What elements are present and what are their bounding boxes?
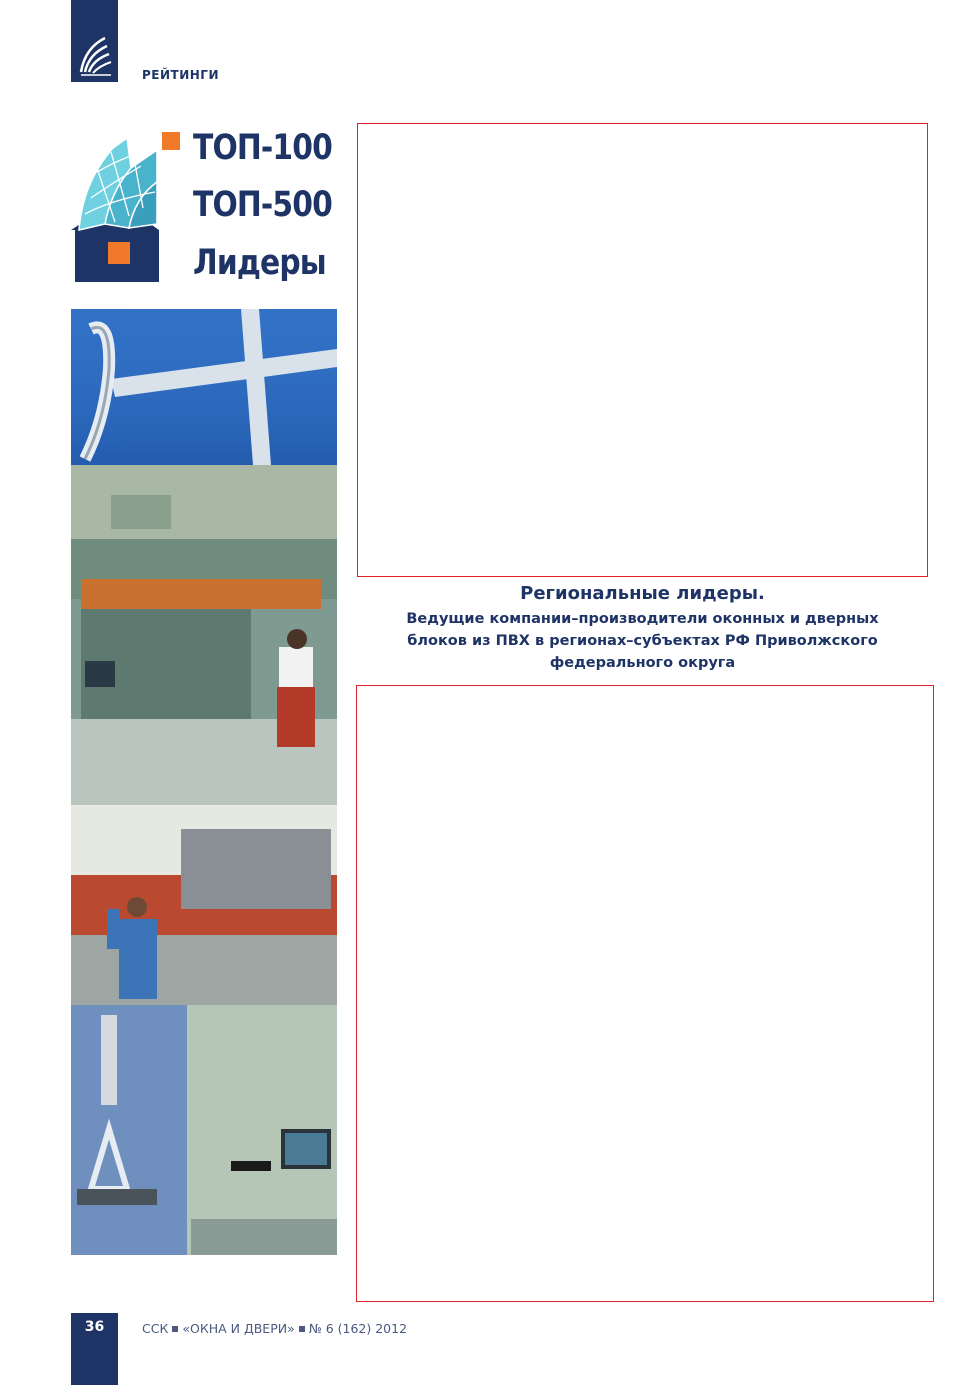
header-tab [71, 0, 118, 82]
heading-subtitle-line1: Ведущие компании–производители оконных и дверных [406, 611, 879, 627]
heading-title: Региональные лидеры. [520, 583, 765, 604]
heading-subtitle-line3: федерального округа [549, 655, 736, 671]
brand-logo-icon [71, 0, 118, 82]
window-frame-photo [71, 309, 337, 465]
bullet-square-icon [172, 1326, 178, 1332]
heading-subtitle [357, 608, 928, 674]
factory-line-photo [71, 465, 337, 805]
factory-worker-photo [71, 805, 337, 1005]
footer-part1: ССК [142, 1321, 169, 1336]
ranking-house-logo-icon [71, 128, 181, 282]
section-label: РЕЙТИНГИ [142, 68, 219, 82]
bullet-square-icon [299, 1326, 305, 1332]
photo-column [71, 309, 337, 1255]
footer-publication [142, 1321, 407, 1336]
heading-subtitle-line2: блоков из ПВХ в регионах–субъектах РФ Приволжского [407, 633, 878, 649]
page-number: 36 [84, 1319, 105, 1335]
ranking-leaders: Лидеры [193, 243, 326, 283]
ranking-top-500: ТОП-500 [193, 185, 332, 225]
content-frame-bottom [356, 685, 934, 1302]
ranking-top-100: ТОП-100 [193, 128, 332, 168]
content-frame-top [357, 123, 928, 577]
regional-leaders-heading [357, 583, 928, 674]
testing-machine-photo [71, 1005, 337, 1255]
footer-part2: «ОКНА И ДВЕРИ» [182, 1321, 295, 1336]
footer-part3: № 6 (162) 2012 [308, 1321, 408, 1336]
